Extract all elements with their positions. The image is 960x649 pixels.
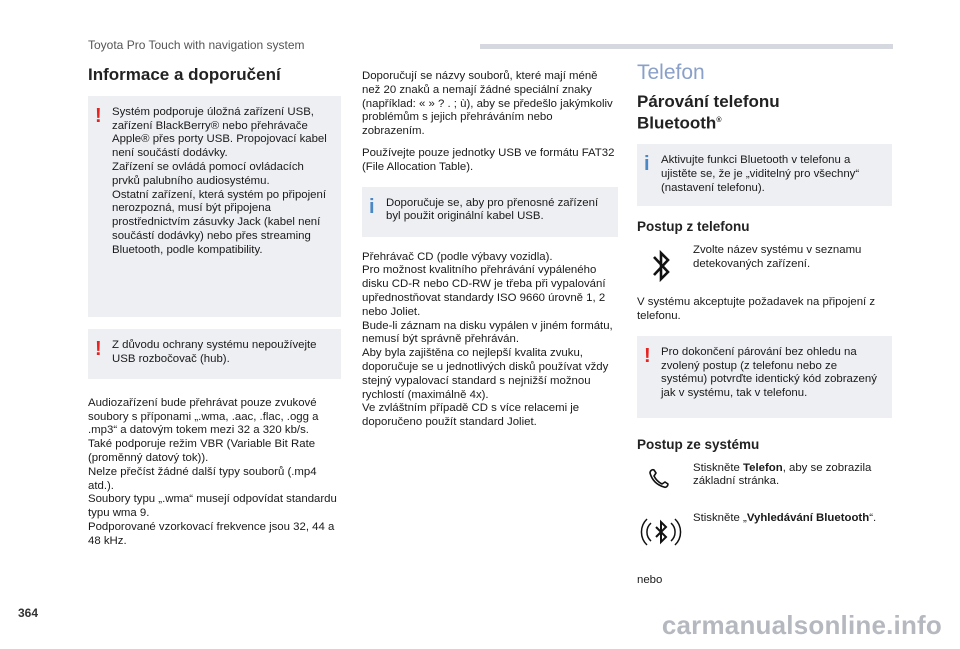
header-title: Toyota Pro Touch with navigation system (88, 38, 305, 52)
column-1 (88, 62, 341, 549)
info-box (637, 144, 892, 206)
warning-icon: ! (95, 104, 102, 127)
warning-text: Z důvodu ochrany systému nepoužívejte USB rozbočovač (hub). (112, 338, 317, 365)
warning-box (637, 336, 892, 418)
section-title: Informace a doporučení (88, 65, 281, 84)
step-text (693, 508, 892, 526)
warning-text: Pro dokončení párování bez ohledu na zvolený postup (z telefonu nebo ze systému) potvrďte identický kód zobrazený jak v systému, tak v telefonu. (661, 345, 877, 400)
step-text-bold: Telefon (743, 461, 783, 474)
info-icon: i (369, 195, 375, 218)
watermark: carmanualsonline.info (661, 610, 942, 640)
warning-text: Systém podporuje úložná zařízení USB, zařízení BlackBerry® nebo přehrávače Apple® přes porty USB. Propojovací kabel není součástí dodávky. Zařízení se ovládá pomocí ovládacích prvků palubního audiosystému. Ostatní zařízení, která systém po připojení nerozpozná, musí být připojena prostřednictvím zásuvky Jack (kabel není součástí dodávky) nebo přes streaming Bluetooth, podle kompatibility. (112, 105, 327, 256)
bluetooth-icon (647, 246, 675, 286)
column-3 (637, 62, 892, 587)
step-text-post: , aby se zobrazila základní stránka. (693, 461, 872, 488)
pairing-title (637, 92, 892, 133)
step-text-post: “. (869, 511, 877, 524)
step-text-pre: Stiskněte (693, 461, 744, 474)
column-2 (362, 70, 618, 430)
step-press-telefon (637, 462, 892, 502)
info-text: Doporučuje se, aby pro přenosné zařízení byl použit originální kabel USB. (386, 196, 599, 223)
step-select-system (637, 244, 892, 290)
bluetooth-search-icon (639, 510, 683, 554)
step-bluetooth-search (637, 508, 892, 560)
warning-box (88, 96, 341, 317)
section-telefon: Telefon (637, 61, 705, 84)
page-number: 364 (18, 606, 39, 620)
info-text: Aktivujte funkci Bluetooth v telefonu a ujistěte se, že je „viditelný pro všechny“ (nastavení telefonu). (661, 154, 860, 195)
or-text: nebo (637, 573, 663, 586)
accept-text: V systému akceptujte požadavek na připojení z telefonu. (637, 296, 876, 323)
header-bar (480, 44, 893, 49)
step-text: Zvolte název systému v seznamu detekovaných zařízení. (693, 244, 862, 271)
step-text-pre: Stiskněte „ (693, 511, 747, 524)
fat32-text: Používejte pouze jednotky USB ve formátu FAT32 (File Allocation Table). (362, 146, 615, 173)
info-box (362, 187, 618, 237)
registered-mark: ® (716, 116, 722, 124)
subheading-system: Postup ze systému (637, 436, 760, 452)
warning-icon: ! (644, 344, 651, 367)
cd-player-text: Přehrávač CD (podle výbavy vozidla). Pro možnost kvalitního přehrávání vypáleného disku CD-R nebo CD-RW je třeba při vypalování upřednostňovat standardy ISO 9660 úrovně 1, 2 nebo Joliet. Bude-li záznam na disku vypálen v jiném formátu, nemusí být správně přehráván. Aby byla zajištěna co nejlepší kvalita zvuku, doporučuje se u jednotlivých disků používat vždy stejný vypalovací standard s nejnižší možnou rychlostí (maximálně 4x). Ve zvláštním případě CD s více relacemi je doporučeno použít standard Joliet. (362, 250, 613, 429)
pairing-title-line2: Bluetooth (637, 113, 717, 133)
filenames-text: Doporučují se názvy souborů, které mají méně než 20 znaků a nemají žádné speciální znaky (například: « » ? . ; ù), aby se předešlo jakýmkoliv problémům s jejich přehráváním nebo zobrazením. (362, 70, 613, 138)
warning-icon: ! (95, 337, 102, 360)
subheading-phone: Postup z telefonu (637, 219, 750, 235)
pairing-title-line1: Párování telefonu (637, 91, 780, 111)
warning-box-hub (88, 329, 341, 379)
info-icon: i (644, 153, 650, 176)
phone-icon (645, 464, 673, 492)
audio-formats-text: Audiozařízení bude přehrávat pouze zvukové soubory s příponami „.wma, .aac, .flac, .ogg a .mp3“ a datovým tokem mezi 32 a 320 kb/s. Také podporuje režim VBR (Variable Bit Rate (proměnný datový tok)). Nelze přečíst žádné další typy souborů (.mp4 atd.). Soubory typu „.wma“ musejí odpovídat standardu typu wma 9. Podporované vzorkovací frekvence jsou 32, 44 a 48 kHz. (88, 396, 337, 547)
step-text-bold: Vyhledávání Bluetooth (746, 511, 870, 524)
step-text (693, 462, 892, 490)
